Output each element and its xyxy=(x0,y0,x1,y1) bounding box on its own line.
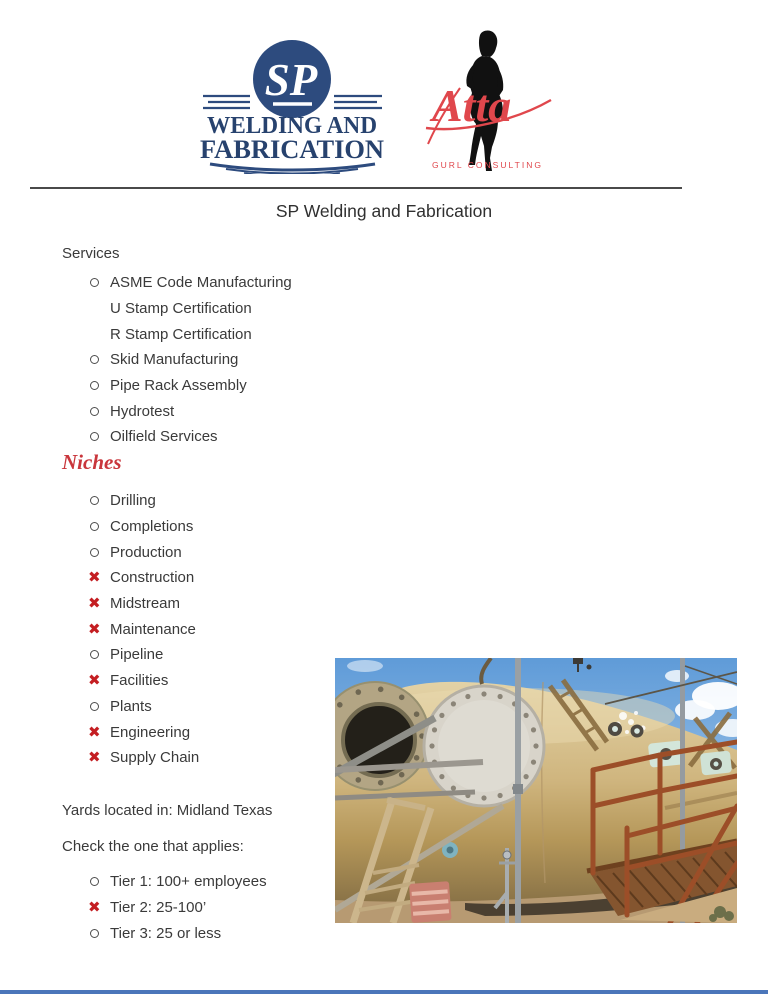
services-heading: Services xyxy=(62,245,120,262)
sp-logo-line1: WELDING AND xyxy=(207,113,377,139)
list-item xyxy=(62,895,267,921)
list-item xyxy=(62,514,199,540)
circle-bullet-icon xyxy=(88,278,110,287)
sp-logo-line2: FABRICATION xyxy=(200,135,385,164)
x-mark-icon: ✖ xyxy=(88,619,101,638)
item-label: Midstream xyxy=(110,595,181,613)
list-item xyxy=(62,616,199,642)
list-item xyxy=(62,591,199,617)
list-item xyxy=(62,869,267,895)
header-divider xyxy=(30,187,682,189)
circle-bullet-icon xyxy=(88,522,110,531)
list-item xyxy=(62,270,292,296)
sp-monogram: SP xyxy=(264,55,318,105)
x-mark-icon: ✖ xyxy=(88,748,101,767)
circle-bullet-icon xyxy=(88,355,110,364)
list-item xyxy=(62,694,199,720)
list-item xyxy=(62,539,199,565)
atta-gurl-logo xyxy=(424,28,554,178)
blind-flange xyxy=(424,686,544,806)
item-label: Tier 2: 25-100’ xyxy=(110,899,207,917)
item-label: Engineering xyxy=(110,723,191,741)
list-item xyxy=(62,321,292,347)
list-item xyxy=(62,488,199,514)
x-mark-icon: ✖ xyxy=(88,594,101,613)
list-item xyxy=(62,745,199,771)
x-mark-icon: ✖ xyxy=(88,898,101,917)
location-line: Yards located in: Midland Texas xyxy=(62,802,273,819)
item-label: Tier 1: 100+ employees xyxy=(110,873,267,891)
item-label: R Stamp Certification xyxy=(110,325,252,343)
list-item xyxy=(62,424,292,450)
sp-welding-logo xyxy=(200,34,385,174)
list-item xyxy=(62,642,199,668)
item-label: Skid Manufacturing xyxy=(110,351,239,369)
circle-bullet-icon xyxy=(88,548,110,557)
list-item xyxy=(62,920,267,946)
atta-script-text: Atta xyxy=(432,80,512,131)
list-item xyxy=(62,296,292,322)
item-label: Drilling xyxy=(110,492,156,510)
services-list xyxy=(62,270,292,450)
item-label: Supply Chain xyxy=(110,749,200,767)
item-label: Construction xyxy=(110,569,195,587)
item-label: U Stamp Certification xyxy=(110,300,252,318)
list-item xyxy=(62,668,199,694)
item-label: Tier 3: 25 or less xyxy=(110,924,222,942)
circle-bullet-icon xyxy=(88,496,110,505)
circle-bullet-icon xyxy=(88,929,110,938)
list-item xyxy=(62,719,199,745)
tier-prompt: Check the one that applies: xyxy=(62,838,244,855)
item-label: Facilities xyxy=(110,672,169,690)
tiers-list xyxy=(62,869,267,946)
x-mark-icon: ✖ xyxy=(88,671,101,690)
vessel-photo xyxy=(335,658,737,923)
list-item xyxy=(62,347,292,373)
item-label: Pipeline xyxy=(110,646,164,664)
circle-bullet-icon xyxy=(88,877,110,886)
niches-list xyxy=(62,488,199,771)
item-label: Plants xyxy=(110,697,152,715)
niches-heading: Niches xyxy=(62,450,122,474)
gurl-consulting-text: GURL CONSULTING xyxy=(432,160,544,170)
page-edge-bar xyxy=(0,990,768,994)
x-mark-icon: ✖ xyxy=(88,722,101,741)
circle-bullet-icon xyxy=(88,381,110,390)
list-item xyxy=(62,565,199,591)
item-label: ASME Code Manufacturing xyxy=(110,274,292,292)
item-label: Pipe Rack Assembly xyxy=(110,377,247,395)
striped-drum xyxy=(409,881,452,923)
circle-bullet-icon xyxy=(88,702,110,711)
page-title: SP Welding and Fabrication xyxy=(275,201,493,221)
circle-bullet-icon xyxy=(88,432,110,441)
x-mark-icon: ✖ xyxy=(88,568,101,587)
list-item xyxy=(62,398,292,424)
item-label: Hydrotest xyxy=(110,402,175,420)
atta-logo-graphic xyxy=(424,28,554,178)
list-item xyxy=(62,373,292,399)
circle-bullet-icon xyxy=(88,650,110,659)
vessel-photo-graphic xyxy=(335,658,737,923)
item-label: Completions xyxy=(110,518,194,536)
item-label: Oilfield Services xyxy=(110,428,218,446)
circle-bullet-icon xyxy=(88,407,110,416)
item-label: Maintenance xyxy=(110,620,196,638)
manway-flange xyxy=(335,682,429,790)
item-label: Production xyxy=(110,543,182,561)
sp-logo-graphic xyxy=(200,34,385,174)
